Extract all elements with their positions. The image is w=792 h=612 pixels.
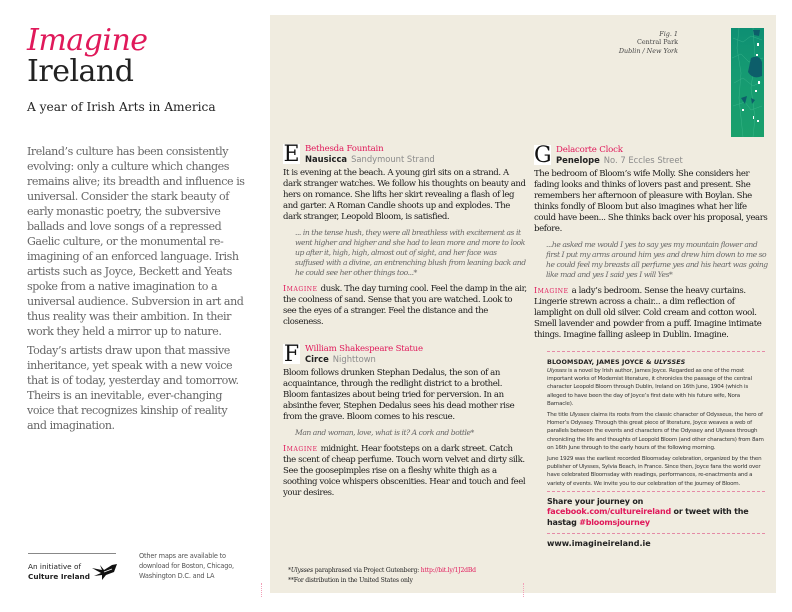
section-quote: Man and woman, love, what is it? A cork and bottle* bbox=[295, 428, 474, 437]
intro-paragraph: Today’s artists draw upon that massive inheritance, yet speak with a new voice that is of today, yesterday and tomorrow. Theirs is an inevitable, ever-changing voice that recognizes kinship of reality and imagination. bbox=[27, 344, 239, 432]
other-maps-note: Other maps are available to download for Boston, Chicago, Washington D.C. and LA bbox=[139, 552, 234, 580]
location-name: William Shakespeare Statue bbox=[305, 344, 423, 354]
episode-section-f bbox=[283, 344, 527, 499]
dropcap-letter: E bbox=[283, 142, 300, 167]
imagine-keyword: Imagine bbox=[283, 444, 318, 453]
imagine-text: midnight. Hear footsteps on a dark street. Catch the scent of cheap perfume. Touch worn velvet and dirty silk. See the goosepimples rise on a fleshy white thigh as a soothing voice whispers obscenities. Hear and touch and feel your desires. bbox=[283, 444, 526, 498]
right-column bbox=[534, 145, 768, 548]
episode-place: Nighttown bbox=[332, 354, 376, 364]
footnote-1 bbox=[288, 566, 476, 576]
brand-ireland: Ireland bbox=[27, 54, 134, 89]
episode-name: Penelope bbox=[556, 155, 600, 165]
website-link[interactable]: www.imagineireland.ie bbox=[547, 539, 651, 549]
bloomsday-box bbox=[547, 351, 765, 548]
section-header bbox=[534, 145, 768, 169]
figure-caption bbox=[610, 30, 678, 55]
imagine-text: dusk. The day turning cool. Feel the damp in the air, the coolness of sand. Sense that you are watched. Look to see the eyes of a stranger. Feel the distance and the closeness. bbox=[283, 284, 527, 327]
episode-line bbox=[305, 354, 376, 365]
bloomsday-text: is a novel by Irish author, James Joyce. Regarded as one of the most important works of Modernist literature, it chronicles the passage of the central character Leopold Bloom through Dublin, Ireland on 16th June, 1904 (which is alleged to have been the day of Joyce’s first date with his future wife, Nora Barnacle). bbox=[547, 368, 752, 407]
bloomsday-paragraph: June 1929 was the earliest recorded Bloomsday celebration, organized by the then publisher of Ulysses, Sylvia Beach, in France. Since then, Joyce fans the world over have celebrated Bloomsday with readings, performances, re-enactments and a variety of events. We invite you to our celebration of the journey of Bloom. bbox=[547, 456, 762, 487]
footnote-title: Ulysses bbox=[290, 567, 313, 574]
figure-place: Central Park bbox=[636, 38, 678, 47]
middle-column bbox=[283, 144, 527, 499]
share-text: Share your journey on bbox=[547, 496, 644, 506]
footnotes bbox=[288, 566, 476, 586]
imagine-prompt bbox=[534, 285, 768, 341]
intro-paragraph: Ireland’s culture has been consistently evolving: only a culture which changes remains alive; its breadth and influence is universal. Consider the stark beauty of early monastic poetry, the subversive ballads and love songs of a repressed Gaelic culture, or the monumental re-imagining of an enforced language. Irish artists such as Joyce, Beckett and Yeats spoke from a native imagination to a universal audience. Subversion in art and thus reality was their ambition. In their work they held a mirror up to nature. bbox=[27, 145, 245, 338]
bloomsday-title-italic: ULYSSES bbox=[653, 358, 686, 366]
section-body: It is evening at the beach. A young girl sits on a strand. A dark stranger watches. We follow his thoughts on beauty and hers on romance. She lifts her skirt revealing a flash of leg and garter. A Roman Candle shoots up and explodes. The dark stranger, Leopold Bloom, is satisfied. bbox=[283, 168, 526, 222]
dashed-divider bbox=[547, 351, 765, 352]
episode-place: Sandymount Strand bbox=[351, 154, 435, 164]
section-quote: ...he asked me would I yes to say yes my mountain flower and first I put my arms around him yes and drew him down to me so he could feel my breasts all perfume yes and his heart was going like mad and yes I said yes I will Yes* bbox=[546, 240, 768, 279]
fold-mark bbox=[261, 583, 262, 597]
imagine-text: a lady’s bedroom. Sense the heavy curtains. Lingerie strewn across a chair... a dim reflection of lamplight on dull old silver. Cold cream and cotton wool. Smell lavender and powder from a puff. Imagine intimate things. Imagine falling asleep in Dublin. Imagine. bbox=[534, 286, 762, 340]
bloomsday-text: The title bbox=[547, 412, 570, 419]
section-header bbox=[283, 344, 527, 368]
dashed-divider bbox=[547, 533, 765, 534]
episode-section-g bbox=[534, 145, 768, 341]
episode-name: Nausicca bbox=[305, 154, 348, 164]
episode-place: No. 7 Eccles Street bbox=[603, 155, 683, 165]
bloomsday-title bbox=[547, 358, 765, 366]
bloomsday-italic: Ulysses bbox=[569, 412, 590, 419]
section-header bbox=[283, 144, 527, 168]
footnote-text: paraphrased via Project Gutenberg: bbox=[312, 567, 421, 574]
episode-line bbox=[556, 155, 683, 166]
bloomsday-paragraph bbox=[547, 411, 765, 452]
section-quote: ... in the tense hush, they were all breathless with excitement as it went higher and higher and she had to lean more and more to look up after it, high, high, almost out of sight, and her face was suffused with a divine, an entrenching blush from leaning back and he could see her other things too...* bbox=[295, 228, 526, 277]
fold-mark bbox=[523, 583, 524, 597]
gutenberg-link[interactable]: http://bit.ly/1J2dBd bbox=[420, 567, 476, 574]
share-callout bbox=[547, 497, 765, 529]
imagine-prompt bbox=[283, 443, 527, 499]
central-park-map bbox=[731, 28, 764, 137]
brand-tagline: A year of Irish Arts in America bbox=[27, 100, 216, 114]
figure-cities: Dublin / New York bbox=[618, 46, 678, 55]
imagine-keyword: Imagine bbox=[283, 284, 318, 293]
brand-logo bbox=[27, 23, 216, 114]
culture-ireland-bird-icon bbox=[90, 563, 118, 581]
brand-imagine: Imagine bbox=[27, 23, 148, 58]
episode-section-e bbox=[283, 144, 527, 328]
episode-line bbox=[305, 154, 435, 165]
intro-text bbox=[27, 144, 249, 437]
figure-label: Fig. 1 bbox=[659, 30, 678, 38]
bloomsday-italic: Ulysses bbox=[547, 368, 567, 374]
footnote-2: **For distribution in the United States only bbox=[288, 577, 413, 584]
dropcap-letter: G bbox=[534, 143, 552, 168]
location-name: Delacorte Clock bbox=[556, 145, 623, 155]
bloomsday-text: claims its roots from the classic character of Odysseus, the hero of Homer’s Odyssey. Through this great piece of literature, Joyce weaves a web of parallels between the events and characters of the Odyssey and Ulysses through chronicling the life and thoughts of Leopold Bloom (and other characters) from 8am on 16th June through to the early hours of the following morning. bbox=[547, 412, 764, 451]
section-body: Bloom follows drunken Stephan Dedalus, the son of an acquaintance, through the redlight district to a brothel. Bloom fantasizes about being tried for perversion. In an absinthe fever, Stephen Dedalus sees his dead mother rise from the grave. Bloom comes to his rescue. bbox=[283, 368, 515, 422]
footnote-mark: * bbox=[288, 567, 291, 574]
facebook-link[interactable]: facebook.com/cultureireland bbox=[547, 507, 671, 517]
episode-name: Circe bbox=[305, 354, 329, 364]
location-name: Bethesda Fountain bbox=[305, 144, 384, 154]
dashed-divider bbox=[547, 491, 765, 492]
share-text: or tweet with the hastag bbox=[547, 507, 749, 527]
dropcap-letter: F bbox=[283, 342, 300, 367]
initiative-line: An initiative of bbox=[28, 562, 82, 571]
imagine-prompt bbox=[283, 283, 527, 328]
imagine-keyword: Imagine bbox=[534, 286, 569, 295]
bloomsday-title-prefix: BLOOMSDAY, JAMES JOYCE & bbox=[547, 358, 654, 366]
section-body: The bedroom of Bloom’s wife Molly. She considers her fading looks and thinks of lovers past and present. She remembers her afternoon of pleasure with Boylan. She thinks fondly of Bloom but also imagines what her life could have been... She thinks back over his proposal, years before. bbox=[534, 169, 768, 234]
hashtag-link[interactable]: #bloomsjourney bbox=[579, 517, 650, 527]
bloomsday-paragraph bbox=[547, 367, 765, 408]
map-drawing bbox=[731, 28, 764, 137]
initiative-org-name: Culture Ireland bbox=[28, 572, 90, 581]
